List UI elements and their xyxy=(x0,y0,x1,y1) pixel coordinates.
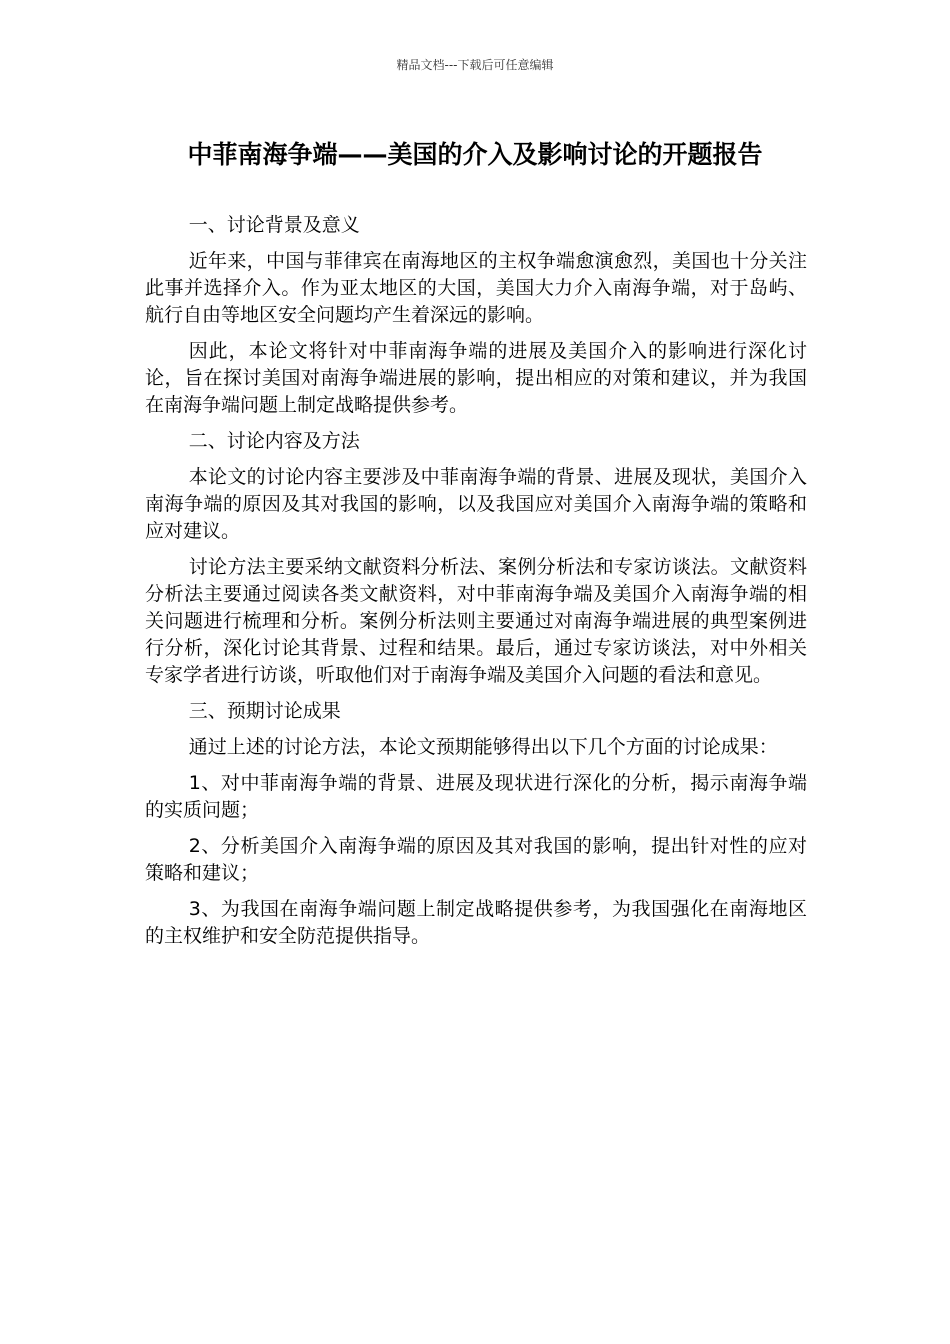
section-heading-background: 一、讨论背景及意义 xyxy=(188,214,360,236)
page-header: 精品文档---下载后可任意编辑 xyxy=(396,58,554,72)
paragraph: 通过上述的讨论方法，本论文预期能够得出以下几个方面的讨论成果： xyxy=(188,736,778,758)
document-title: 中菲南海争端——美国的介入及影响讨论的开题报告 xyxy=(187,140,763,169)
section-heading-expected-results: 三、预期讨论成果 xyxy=(188,700,341,722)
paragraph: 因此，本论文将针对中菲南海争端的进展及美国介入的影响进行深化讨论，旨在探讨美国对南海争端进展的影响，提出相应的对策和建议，并为我国在南海争端问题上制定战略提供参考。 xyxy=(145,340,807,416)
result-item: 3、为我国在南海争端问题上制定战略提供参考，为我国强化在南海地区的主权维护和安全防范提供指导。 xyxy=(145,898,807,947)
paragraph: 近年来，中国与菲律宾在南海地区的主权争端愈演愈烈，美国也十分关注此事并选择介入。作为亚太地区的大国，美国大力介入南海争端，对于岛屿、航行自由等地区安全问题均产生着深远的影响。 xyxy=(145,250,807,326)
document-body xyxy=(145,212,807,959)
paragraph: 本论文的讨论内容主要涉及中菲南海争端的背景、进展及现状，美国介入南海争端的原因及其对我国的影响，以及我国应对美国介入南海争端的策略和应对建议。 xyxy=(145,466,807,542)
section-heading-content-method: 二、讨论内容及方法 xyxy=(188,430,360,452)
paragraph: 讨论方法主要采纳文献资料分析法、案例分析法和专家访谈法。文献资料分析法主要通过阅读各类文献资料，对中菲南海争端及美国介入南海争端的相关问题进行梳理和分析。案例分析法则主要通过对南海争端进展的典型案例进行分析，深化讨论其背景、过程和结果。最后，通过专家访谈法，对中外相关专家学者进行访谈，听取他们对于南海争端及美国介入问题的看法和意见。 xyxy=(145,556,807,686)
result-item: 1、对中菲南海争端的背景、进展及现状进行深化的分析，揭示南海争端的实质问题； xyxy=(145,772,807,821)
result-item: 2、分析美国介入南海争端的原因及其对我国的影响，提出针对性的应对策略和建议； xyxy=(145,835,807,884)
